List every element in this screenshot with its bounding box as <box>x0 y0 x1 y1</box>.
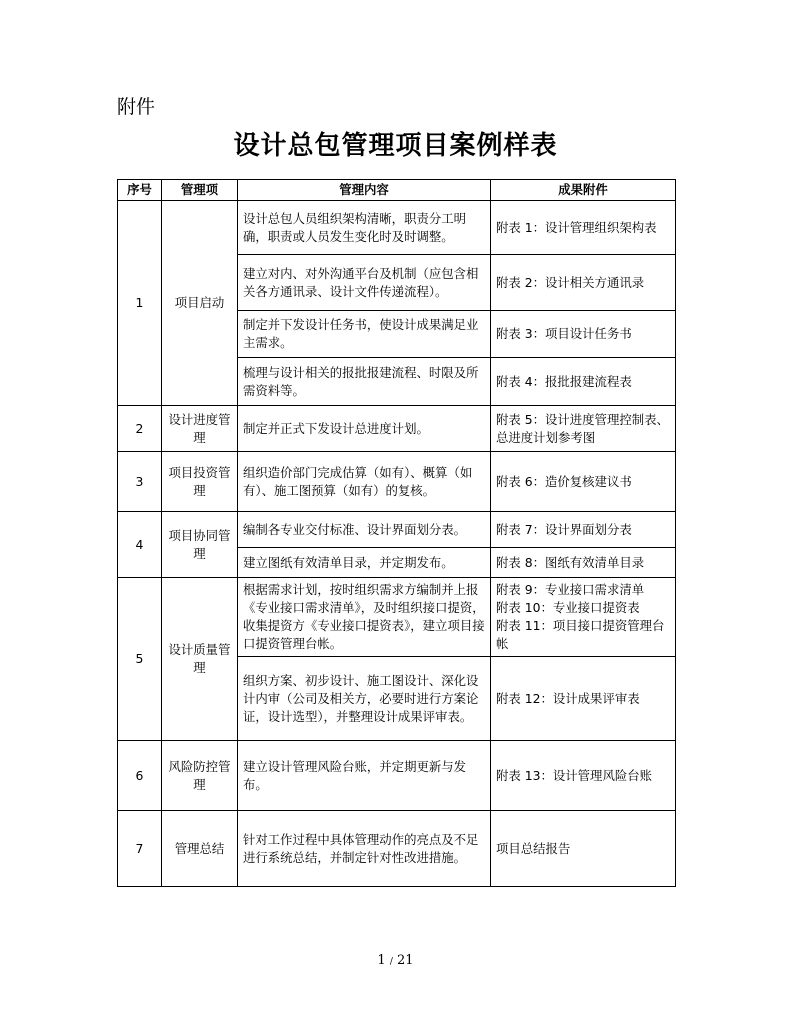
row-no: 2 <box>118 406 162 452</box>
row-content: 制定并正式下发设计总进度计划。 <box>238 406 491 452</box>
header-no: 序号 <box>118 180 162 201</box>
table-row <box>118 741 676 811</box>
row-item: 项目协同管理 <box>162 512 238 578</box>
row-content: 针对工作过程中具体管理动作的亮点及不足进行系统总结，并制定针对性改进措施。 <box>238 811 491 887</box>
row-content: 建立对内、对外沟通平台及机制（应包含相关各方通讯录、设计文件传递流程）。 <box>238 255 491 311</box>
row-result: 附表 9：专业接口需求清单 附表 10：专业接口提资表 附表 11：项目接口提资管理台帐 <box>491 578 676 657</box>
page-title: 设计总包管理项目案例样表 <box>233 131 558 161</box>
page-total: 21 <box>397 953 414 968</box>
row-content: 编制各专业交付标准、设计界面划分表。 <box>238 512 491 548</box>
row-result: 附表 6：造价复核建议书 <box>491 452 676 512</box>
row-no: 7 <box>118 811 162 887</box>
row-item: 设计质量管理 <box>162 578 238 741</box>
row-content: 制定并下发设计任务书，使设计成果满足业主需求。 <box>238 311 491 358</box>
row-content: 建立图纸有效清单目录，并定期发布。 <box>238 548 491 578</box>
row-no: 1 <box>118 201 162 406</box>
row-result: 附表 7：设计界面划分表 <box>491 512 676 548</box>
row-content: 根据需求计划，按时组织需求方编制并上报《专业接口需求清单》，及时组织接口提资，收集提资方《专业接口提资表》，建立项目接口提资管理台帐。 <box>238 578 491 657</box>
table-row <box>118 201 676 255</box>
case-table <box>117 179 676 887</box>
row-item: 项目投资管理 <box>162 452 238 512</box>
row-result: 附表 12：设计成果评审表 <box>491 657 676 741</box>
row-result: 附表 13：设计管理风险台账 <box>491 741 676 811</box>
row-item: 设计进度管理 <box>162 406 238 452</box>
header-item: 管理项 <box>162 180 238 201</box>
row-item: 项目启动 <box>162 201 238 406</box>
row-result: 附表 1：设计管理组织架构表 <box>491 201 676 255</box>
page-number <box>0 953 791 968</box>
page-separator: / <box>389 957 393 967</box>
table-row <box>118 811 676 887</box>
table-header-row <box>118 180 676 201</box>
row-result: 附表 8：图纸有效清单目录 <box>491 548 676 578</box>
row-no: 3 <box>118 452 162 512</box>
row-result: 附表 5：设计进度管理控制表、总进度计划参考图 <box>491 406 676 452</box>
table-row <box>118 578 676 657</box>
row-item: 风险防控管理 <box>162 741 238 811</box>
table-row <box>118 512 676 548</box>
attachment-label: 附件 <box>117 96 156 118</box>
row-content: 组织造价部门完成估算（如有）、概算（如有）、施工图预算（如有）的复核。 <box>238 452 491 512</box>
row-result: 附表 4：报批报建流程表 <box>491 358 676 406</box>
row-content: 建立设计管理风险台账，并定期更新与发布。 <box>238 741 491 811</box>
table-row <box>118 406 676 452</box>
table-row <box>118 452 676 512</box>
row-item: 管理总结 <box>162 811 238 887</box>
row-content: 组织方案、初步设计、施工图设计、深化设计内审（公司及相关方，必要时进行方案论证，设计选型），并整理设计成果评审表。 <box>238 657 491 741</box>
row-result: 附表 2：设计相关方通讯录 <box>491 255 676 311</box>
row-no: 4 <box>118 512 162 578</box>
row-content: 梳理与设计相关的报批报建流程、时限及所需资料等。 <box>238 358 491 406</box>
row-content: 设计总包人员组织架构清晰，职责分工明确，职责或人员发生变化时及时调整。 <box>238 201 491 255</box>
row-result: 附表 3：项目设计任务书 <box>491 311 676 358</box>
header-content: 管理内容 <box>238 180 491 201</box>
row-no: 5 <box>118 578 162 741</box>
header-result: 成果附件 <box>491 180 676 201</box>
row-result: 项目总结报告 <box>491 811 676 887</box>
page-current: 1 <box>377 953 386 968</box>
row-no: 6 <box>118 741 162 811</box>
